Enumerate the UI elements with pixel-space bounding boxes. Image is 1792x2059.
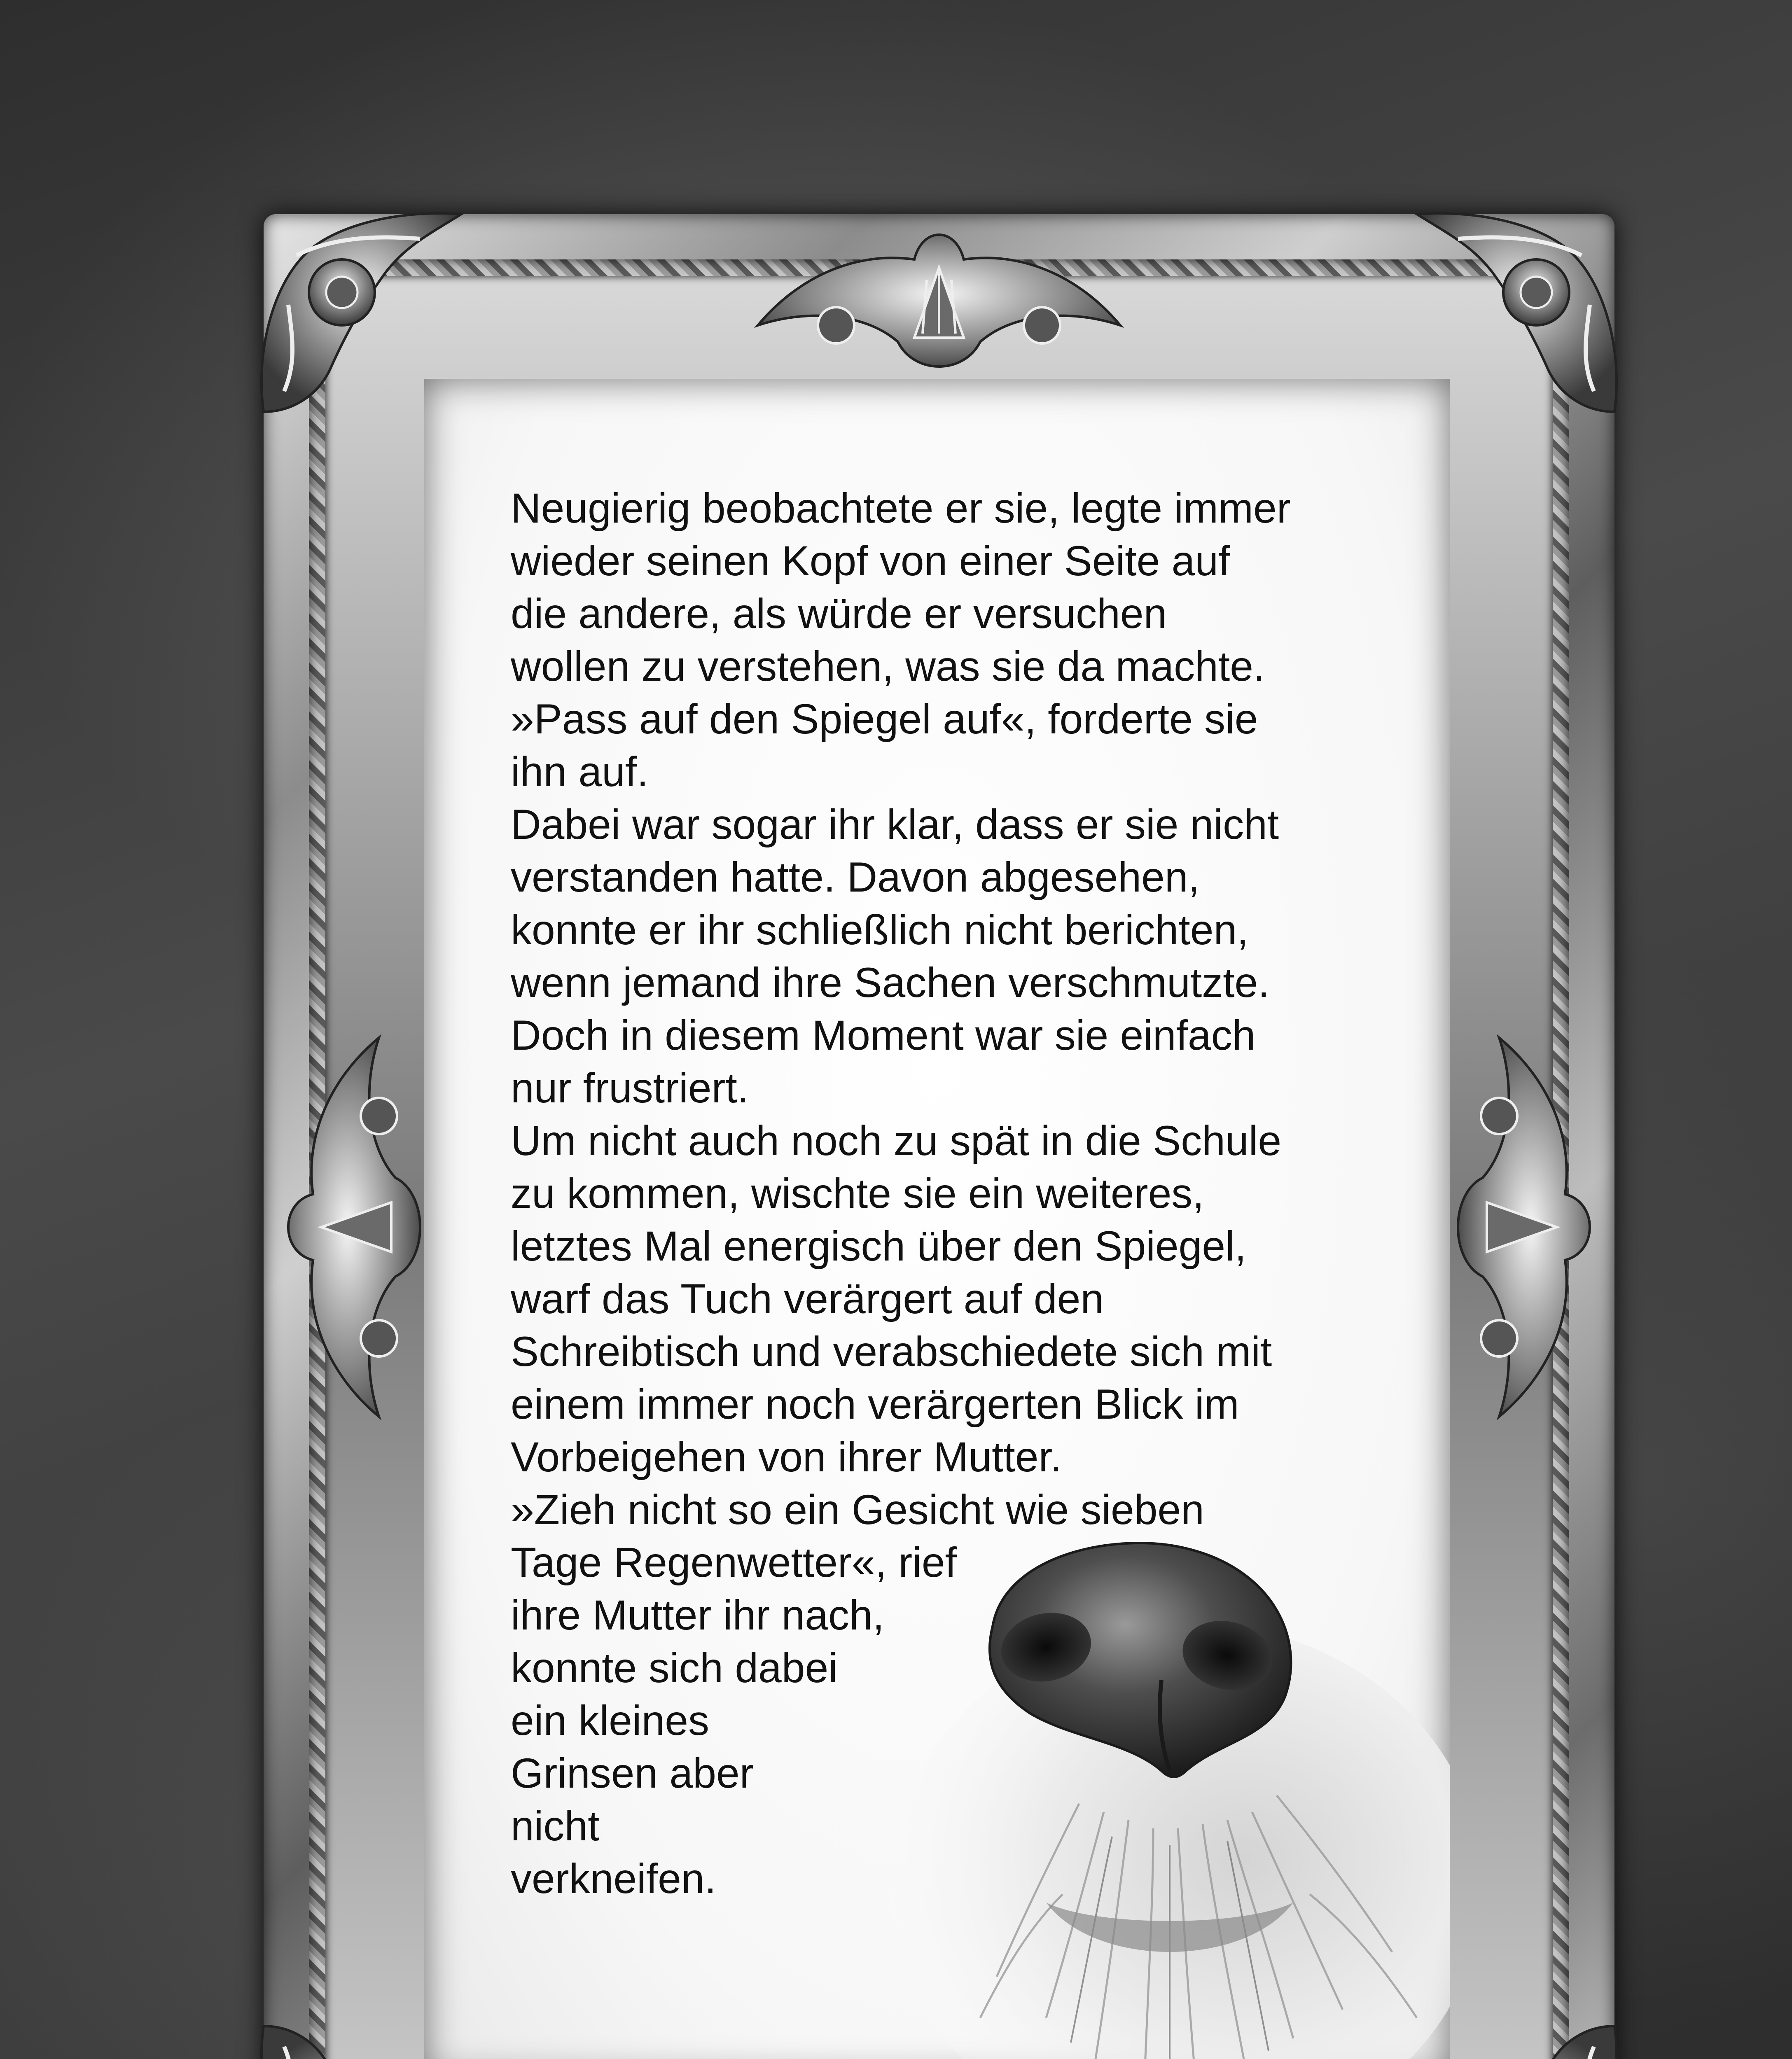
story-line: verstanden hatte. Davon abgesehen, (511, 854, 1200, 901)
story-line: Grinsen aber (511, 1750, 754, 1797)
story-line: Tage Regenwetter«, rief (511, 1539, 957, 1586)
story-line: Doch in diesem Moment war sie einfach (511, 1012, 1256, 1059)
story-line: nur frustriert. (511, 1065, 749, 1111)
story-line: warf das Tuch verärgert auf den (511, 1275, 1104, 1322)
story-text (511, 482, 1409, 1905)
story-line: Dabei war sogar ihr klar, dass er sie nicht (511, 801, 1279, 848)
story-line: Vorbeigehen von ihrer Mutter. (511, 1433, 1062, 1480)
story-line: »Zieh nicht so ein Gesicht wie sieben (511, 1486, 1204, 1533)
story-line: Schreibtisch und verabschiedete sich mit (511, 1328, 1272, 1375)
story-line: nicht (511, 1802, 600, 1849)
frame-ornament-right-center-icon (1450, 1030, 1623, 1425)
story-line: verkneifen. (511, 1855, 716, 1902)
story-line: die andere, als würde er versuchen (511, 590, 1167, 637)
story-line: wenn jemand ihre Sachen verschmutzte. (511, 959, 1270, 1006)
story-line: konnte sich dabei (511, 1644, 838, 1691)
story-line: ihn auf. (511, 748, 649, 795)
story-line: ihre Mutter ihr nach, (511, 1592, 885, 1639)
story-line: konnte er ihr schließlich nicht berichten, (511, 906, 1249, 953)
story-line: wollen zu verstehen, was sie da machte. (511, 643, 1265, 690)
story-line: wieder seinen Kopf von einer Seite auf (511, 537, 1230, 584)
story-line: einem immer noch verärgerten Blick im (511, 1381, 1239, 1428)
story-line: Neugierig beobachtete er sie, legte immer (511, 485, 1291, 532)
story-line: letztes Mal energisch über den Spiegel, (511, 1223, 1247, 1270)
story-line: ein kleines (511, 1697, 709, 1744)
story-line: Um nicht auch noch zu spät in die Schule (511, 1117, 1282, 1164)
story-line: »Pass auf den Spiegel auf«, forderte sie (511, 696, 1258, 742)
story-line: zu kommen, wischte sie ein weiteres, (511, 1170, 1204, 1217)
frame-ornament-top-center-icon (750, 202, 1128, 391)
frame-ornament-left-center-icon (255, 1030, 428, 1425)
